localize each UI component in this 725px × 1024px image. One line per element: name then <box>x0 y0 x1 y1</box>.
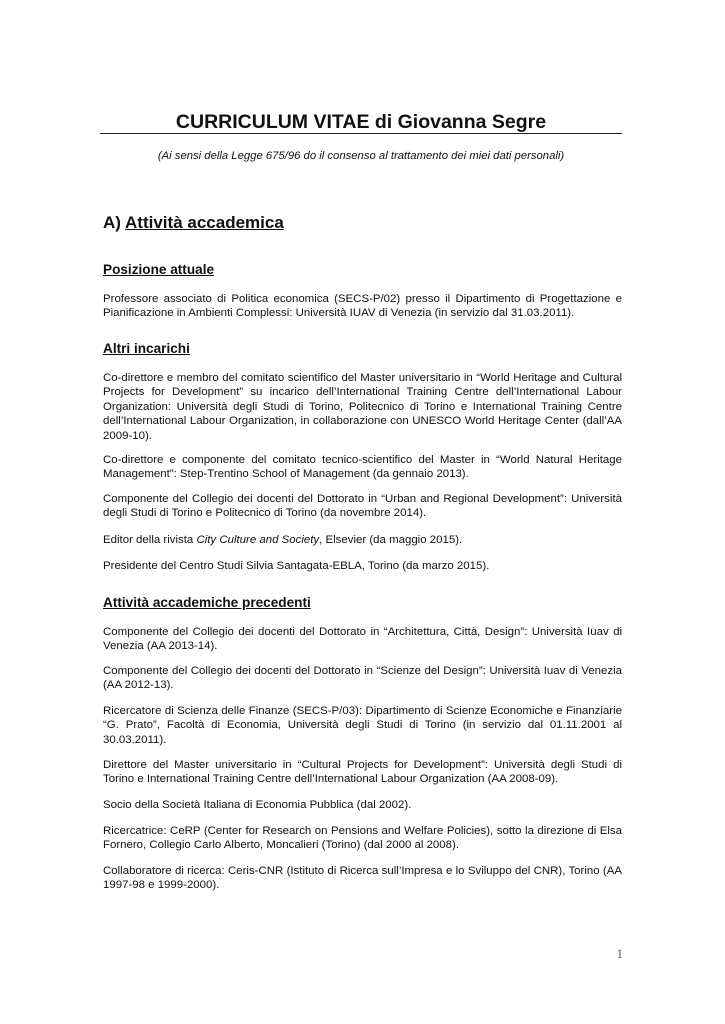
attivita-precedenti-paragraph-4: Direttore del Master universitario in “Cultural Projects for Development”: Università degli Studi di Torino e International Training Centre dell’International Labour Organization (AA 2008-09). <box>103 759 622 786</box>
attivita-precedenti-heading: Attività accademiche precedenti <box>103 595 311 610</box>
altri-incarichi-heading: Altri incarichi <box>103 341 190 356</box>
attivita-precedenti-paragraph-5: Socio della Società Italiana di Economia Pubblica (dal 2002). <box>103 799 412 811</box>
posizione-attuale-paragraph: Professore associato di Politica economica (SECS-P/02) presso il Dipartimento di Progettazione e Pianificazione in Ambienti Complessi: Università IUAV di Venezia (in servizio dal 31.03.2011). <box>103 293 622 320</box>
altri-incarichi-paragraph-3: Componente del Collegio dei docenti del Dottorato in “Urban and Regional Development”: Università degli Studi di Torino e Politecnico di Torino (da novembre 2014). <box>103 493 622 520</box>
altri-incarichi-paragraph-2: Co-direttore e componente del comitato tecnico-scientifico del Master in “World Natural Heritage Management”: Step-Trentino School of Management (da gennaio 2013). <box>103 454 622 481</box>
altri-incarichi-paragraph-5: Presidente del Centro Studi Silvia Santagata-EBLA, Torino (da marzo 2015). <box>103 560 490 572</box>
altri-incarichi-paragraph-4 <box>103 533 622 547</box>
document-title: CURRICULUM VITAE di Giovanna Segre <box>175 111 547 133</box>
attivita-precedenti-paragraph-3: Ricercatore di Scienza delle Finanze (SECS-P/03): Dipartimento di Scienze Economiche e Finanziarie “G. Prato”, Facoltà di Economia, Università degli Studi di Torino (in servizio dal 01.11.2001 al 30.03.2011). <box>103 705 622 746</box>
attivita-precedenti-paragraph-6: Ricercatrice: CeRP (Center for Research on Pensions and Welfare Policies), sotto la direzione di Elsa Fornero, Collegio Carlo Alberto, Moncalieri (Torino) (dal 2000 al 2008). <box>103 825 622 852</box>
editor-text-after: , Elsevier (da maggio 2015). <box>319 534 463 546</box>
editor-text-before: Editor della rivista <box>103 534 197 546</box>
page-number: 1 <box>616 946 623 961</box>
attivita-precedenti-paragraph-2: Componente del Collegio dei docenti del Dottorato in “Scienze del Design”: Università Iuav di Venezia (AA 2012-13). <box>103 665 622 692</box>
attivita-precedenti-paragraph-7: Collaboratore di ricerca: Ceris-CNR (Istituto di Ricerca sull’Impresa e lo Sviluppo del CNR), Torino (AA 1997-98 e 1999-2000). <box>103 865 622 892</box>
attivita-precedenti-paragraph-1: Componente del Collegio dei docenti del Dottorato in “Architettura, Città, Design”: Università Iuav di Venezia (AA 2013-14). <box>103 626 622 653</box>
section-a-prefix: A) <box>103 213 126 232</box>
title-underline-rule <box>100 133 622 134</box>
altri-incarichi-paragraph-1: Co-direttore e membro del comitato scientifico del Master universitario in “World Heritage and Cultural Projects for Development” su incarico dell’International Training Centre dell’International Labour Organization: Università degli Studi di Torino, Politecnico di Torino e International Training Centre dell’International Labour Organization, in collaborazione con UNESCO World Heritage Center (dall’AA 2009-10). <box>103 372 622 442</box>
journal-title: City Culture and Society <box>196 534 320 546</box>
section-a-heading <box>103 212 284 234</box>
privacy-consent-note: (Ai sensi della Legge 675/96 do il consenso al trattamento dei miei dati personali) <box>157 150 565 162</box>
section-a-title: Attività accademica <box>125 213 284 232</box>
posizione-attuale-heading: Posizione attuale <box>103 262 215 277</box>
